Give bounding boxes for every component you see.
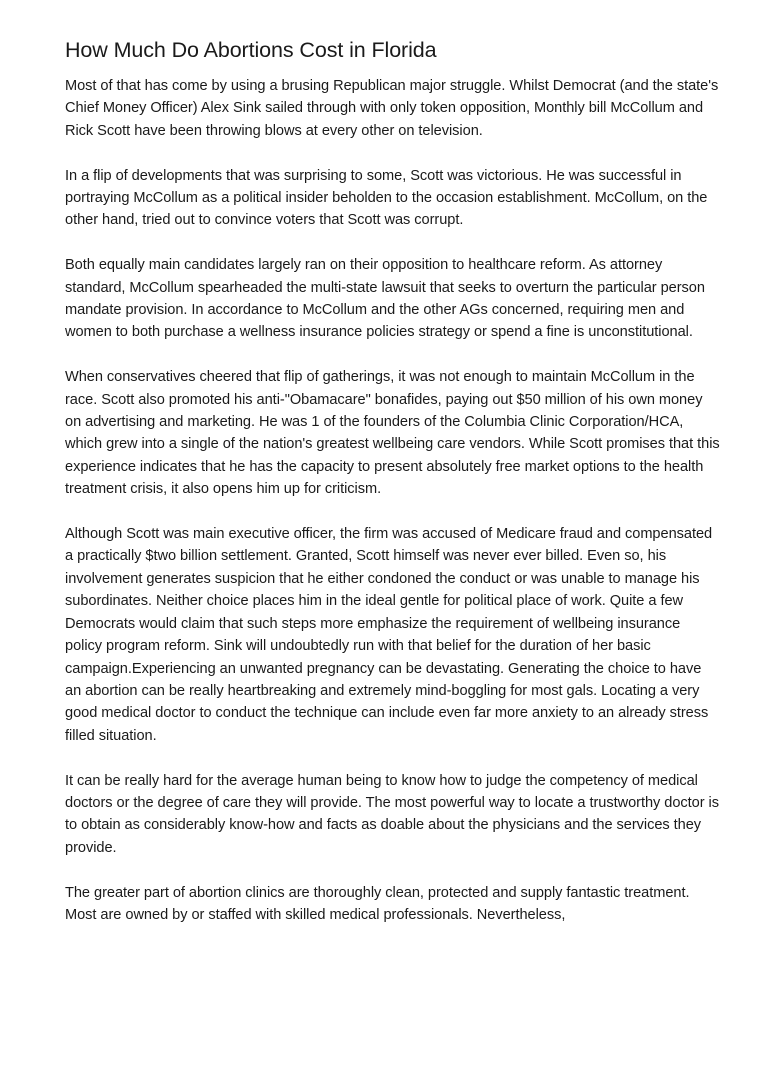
paragraph-7: The greater part of abortion clinics are thoroughly clean, protected and supply fantastic treatment. Most are owned by or staffed with skilled medical professionals. Nevertheless,: [65, 884, 690, 923]
paragraph-2: In a flip of developments that was surprising to some, Scott was victorious. He was successful in portraying McCollum as a political insider beholden to the occasion establishment. McCollum, on the other hand, tried out to convince voters that Scott was corrupt.: [65, 167, 708, 229]
paragraph-1: Most of that has come by using a brusing Republican major struggle. Whilst Democrat (and the state's Chief Money Officer) Alex Sink sailed through with only token opposition, Monthly bill McCollum and Rick Scott have been throwing blows at every other on television.: [65, 78, 719, 139]
page-title: How Much Do Abortions Cost in Florida: [65, 38, 437, 62]
paragraph-3: Both equally main candidates largely ran on their opposition to healthcare reform. As attorney standard, McCollum spearheaded the multi-state lawsuit that seeks to overturn the particular person mandate provision. In accordance to McCollum and the other AGs concerned, requiring men and women to both purchase a wellness insurance policies strategy or spend a fine is unconstitutional.: [65, 257, 705, 341]
paragraph-6: It can be really hard for the average human being to know how to judge the competency of medical doctors or the degree of care they will provide. The most powerful way to locate a trustworthy doctor is to obtain as considerably know-how and facts as doable about the physicians and the services they provide.: [65, 772, 719, 856]
paragraph-5: Although Scott was main executive officer, the firm was accused of Medicare fraud and compensated a practically $two billion settlement. Granted, Scott himself was never ever billed. Even so, his involvement generates suspicion that he either condoned the conduct or was unable to manage his subordinates. Neither choice places him in the ideal gentle for political place of work. Quite a few Democrats would claim that such steps more emphasize the requirement of wellbeing insurance policy program reform. Sink will undoubtedly run with that belief for the duration of her basic campaign.Experiencing an unwanted pregnancy can be devastating. Generating the choice to have an abortion can be really heartbreaking and extremely mind-boggling for most gals. Locating a very good medical doctor to conduct the technique can include even far more anxiety to an already stress filled situation.: [65, 526, 713, 744]
paragraph-4: When conservatives cheered that flip of gatherings, it was not enough to maintain McCollum in the race. Scott also promoted his anti-"Obamacare" bonafides, paying out $50 million of his own money on advertising and marketing. He was 1 of the founders of the Columbia Clinic Corporation/HCA, which grew into a single of the nation's greatest wellbeing care vendors. While Scott promises that this experience indicates that he has the capacity to present absolutely free market options to the health treatment crisis, it also opens him up for criticism.: [65, 369, 720, 498]
